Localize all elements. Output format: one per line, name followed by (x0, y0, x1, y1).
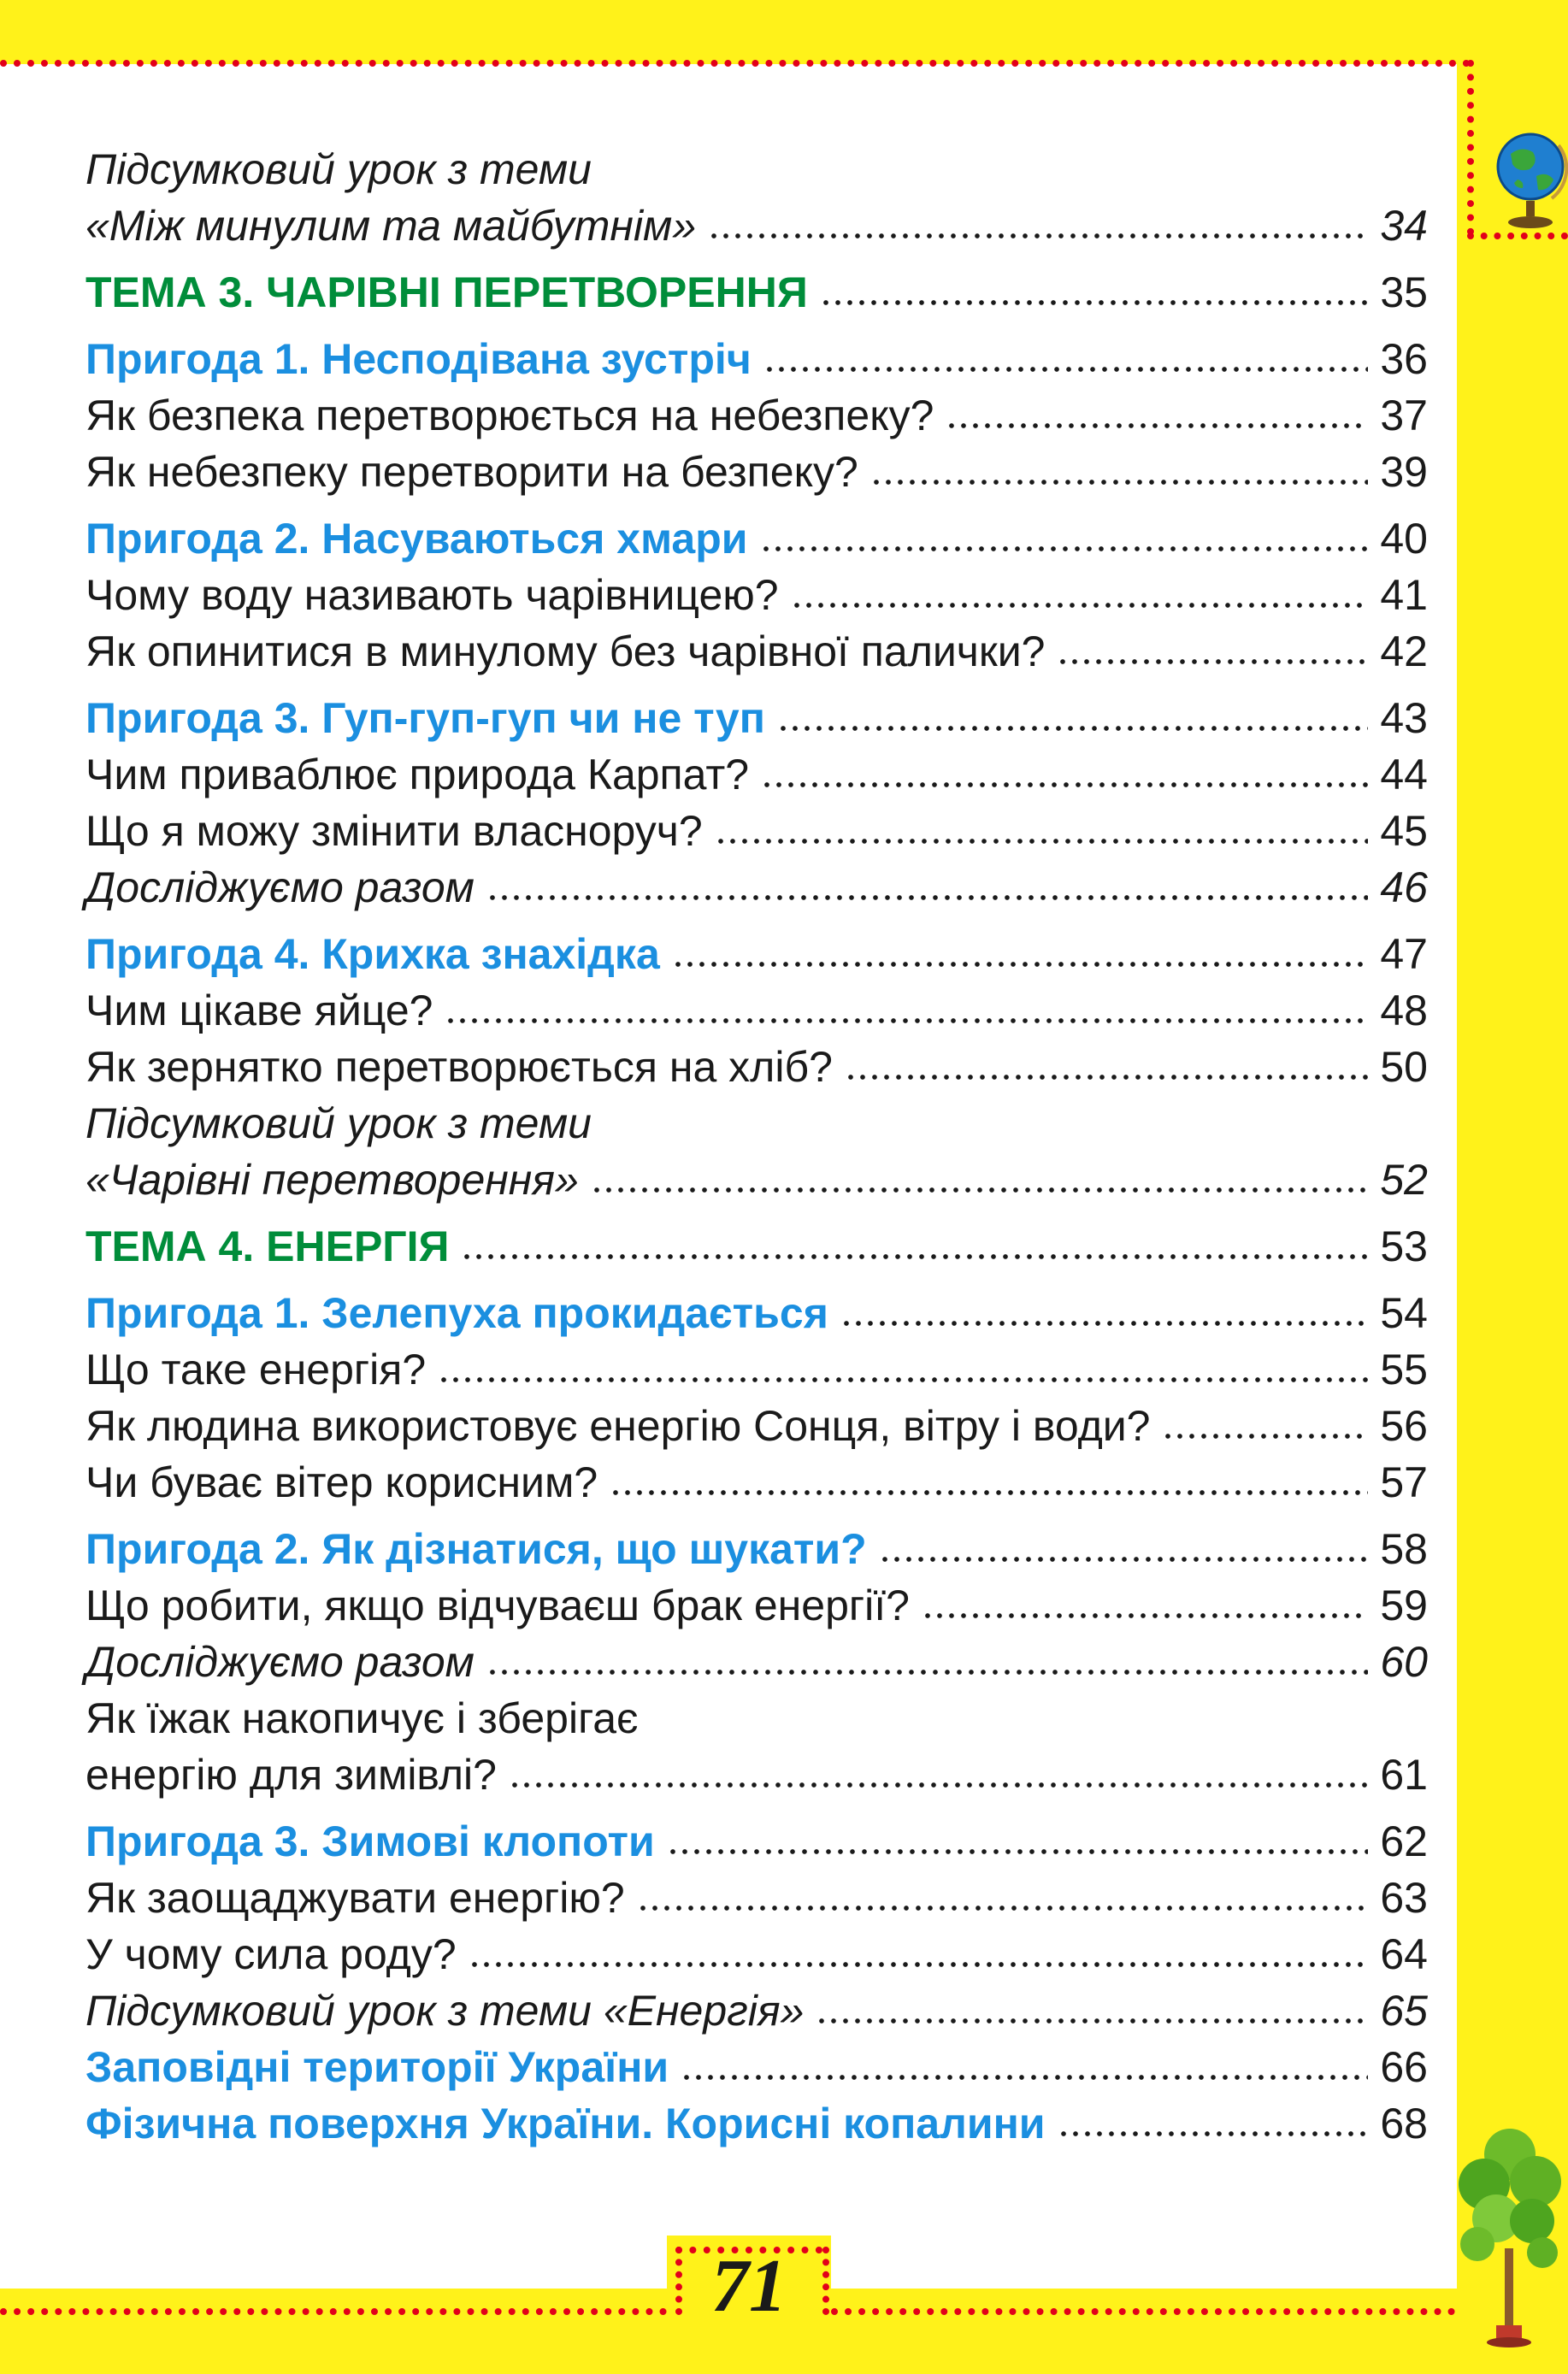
toc-page-number: 47 (1380, 930, 1428, 978)
table-of-contents (85, 141, 1428, 2152)
toc-entry[interactable] (85, 197, 1428, 254)
toc-page-number: 68 (1380, 2100, 1428, 2147)
page-tab-dotted-left (675, 2247, 682, 2315)
toc-page-number: 61 (1380, 1751, 1428, 1799)
toc-entry-title: Пригода 1. Зелепуха прокидається (85, 1289, 828, 1337)
toc-page-number: 45 (1380, 807, 1428, 855)
toc-page-number: 50 (1380, 1043, 1428, 1091)
right-dotted-border (1467, 60, 1474, 235)
toc-entry[interactable] (85, 1870, 1428, 1926)
toc-page-number: 63 (1380, 1874, 1428, 1922)
dot-leader (870, 476, 1368, 488)
toc-page-number: 59 (1380, 1582, 1428, 1629)
toc-entry-title: Що таке енергія? (85, 1346, 427, 1393)
dot-leader (637, 1902, 1368, 1914)
toc-page-number: 62 (1380, 1817, 1428, 1865)
tab-dotted-border (1467, 233, 1568, 239)
dot-leader (840, 1317, 1368, 1329)
toc-adventure-heading[interactable] (85, 926, 1428, 982)
dot-leader (791, 599, 1368, 611)
dot-leader (1162, 1430, 1368, 1442)
toc-entry[interactable] (85, 1039, 1428, 1095)
toc-entry[interactable] (85, 803, 1428, 859)
toc-entry-title: Пригода 1. Несподівана зустріч (85, 335, 752, 383)
toc-entry-title: Пригода 3. Гуп-гуп-гуп чи не туп (85, 694, 765, 742)
dot-leader (445, 1015, 1368, 1027)
toc-entry-title: Чому воду називають чарівницею? (85, 571, 779, 619)
dot-leader (760, 543, 1369, 555)
toc-entry-title: Як зернятко перетворюється на хліб? (85, 1043, 833, 1091)
dot-leader (845, 1071, 1368, 1083)
toc-page-number: 58 (1380, 1525, 1428, 1573)
toc-adventure-heading[interactable] (85, 510, 1428, 567)
toc-entry-title: Пригода 4. Крихка знахідка (85, 930, 660, 978)
bottom-right-dotted-border (831, 2308, 1455, 2315)
dot-leader (469, 1959, 1368, 1970)
toc-adventure-heading[interactable] (85, 331, 1428, 387)
dot-leader (820, 297, 1368, 309)
toc-entry-title: Заповідні території України (85, 2043, 669, 2091)
dot-leader (879, 1553, 1368, 1565)
toc-page-number: 37 (1380, 392, 1428, 439)
toc-page-number: 46 (1380, 863, 1428, 911)
dot-leader (715, 835, 1368, 847)
toc-entry[interactable] (85, 567, 1428, 623)
toc-entry-title: «Між минулим та майбутнім» (85, 202, 697, 250)
toc-entry[interactable] (85, 444, 1428, 500)
toc-entry[interactable] (85, 1982, 1428, 2039)
toc-entry[interactable] (85, 982, 1428, 1039)
toc-adventure-heading[interactable] (85, 1285, 1428, 1341)
toc-entry-title: Досліджуємо разом (85, 1638, 475, 1686)
toc-adventure-heading[interactable] (85, 1521, 1428, 1577)
toc-entry-title: Пригода 2. Насуваються хмари (85, 515, 748, 563)
toc-entry-title: Пригода 2. Як дізнатися, що шукати? (85, 1525, 867, 1573)
toc-page-number: 57 (1380, 1458, 1428, 1506)
toc-entry[interactable] (85, 1926, 1428, 1982)
tree-icon (1453, 2120, 1568, 2351)
dot-leader (509, 1779, 1368, 1791)
top-frame (0, 0, 1568, 64)
toc-page-number: 56 (1380, 1402, 1428, 1450)
toc-page-number: 41 (1380, 571, 1428, 619)
top-dotted-border (0, 60, 1471, 67)
toc-entry-title: Що я можу змінити власноруч? (85, 807, 703, 855)
dot-leader (461, 1251, 1368, 1263)
toc-theme-heading[interactable] (85, 264, 1428, 321)
dot-leader (1058, 2128, 1368, 2140)
dot-leader (816, 2015, 1368, 2027)
toc-page-number: 36 (1380, 335, 1428, 383)
toc-page-number: 34 (1380, 202, 1428, 250)
bottom-left-dotted-border (0, 2308, 667, 2315)
toc-entry-title: Як безпека перетворюється на небезпеку? (85, 392, 934, 439)
toc-entry-title: ТЕМА 3. ЧАРІВНІ ПЕРЕТВОРЕННЯ (85, 268, 808, 316)
dot-leader (486, 892, 1368, 904)
toc-page-number: 54 (1380, 1289, 1428, 1337)
toc-page-number: 64 (1380, 1930, 1428, 1978)
toc-entry[interactable] (85, 1398, 1428, 1454)
dot-leader (486, 1666, 1368, 1678)
toc-page-number: 60 (1380, 1638, 1428, 1686)
toc-entry-title: Як небезпеку перетворити на безпеку? (85, 448, 858, 496)
toc-entry-title: Що робити, якщо відчуваєш брак енергії? (85, 1582, 910, 1629)
toc-appendix-heading[interactable] (85, 2095, 1428, 2152)
toc-entry[interactable] (85, 1577, 1428, 1634)
toc-entry-title: Як людина використовує енергію Сонця, вітру і води? (85, 1402, 1151, 1450)
dot-leader (667, 1846, 1368, 1858)
toc-entry[interactable] (85, 1341, 1428, 1398)
toc-entry-title: енергію для зимівлі? (85, 1751, 497, 1799)
dot-leader (591, 1184, 1368, 1196)
toc-entry (85, 141, 1428, 197)
toc-entry[interactable] (85, 746, 1428, 803)
toc-page-number: 55 (1380, 1346, 1428, 1393)
toc-page-number: 43 (1380, 694, 1428, 742)
toc-entry-title: ТЕМА 4. ЕНЕРГІЯ (85, 1222, 450, 1270)
toc-entry-title: Чим цікаве яйце? (85, 987, 433, 1034)
toc-entry (85, 1690, 1428, 1747)
toc-entry-title: У чому сила роду? (85, 1930, 457, 1978)
toc-entry-title: Підсумковий урок з теми «Енергія» (85, 1987, 805, 2035)
toc-entry-title: Чим приваблює природа Карпат? (85, 751, 750, 798)
page-tab-dotted-right (822, 2247, 829, 2315)
toc-entry[interactable] (85, 1454, 1428, 1511)
toc-entry-title: Чи буває вітер корисним? (85, 1458, 598, 1506)
toc-page-number: 40 (1380, 515, 1428, 563)
toc-adventure-heading[interactable] (85, 690, 1428, 746)
toc-entry-title: Як заощаджувати енергію? (85, 1874, 625, 1922)
toc-page-number: 52 (1380, 1156, 1428, 1204)
dot-leader (763, 363, 1368, 375)
toc-entry-title: Як їжак накопичує і зберігає (85, 1694, 639, 1742)
toc-entry[interactable] (85, 1634, 1428, 1690)
toc-page-number: 65 (1380, 1987, 1428, 2035)
toc-theme-heading[interactable] (85, 1218, 1428, 1275)
toc-entry-title: Пригода 3. Зимові клопоти (85, 1817, 655, 1865)
toc-entry-title: Як опинитися в минулому без чарівної палички? (85, 627, 1046, 675)
toc-page-number: 35 (1380, 268, 1428, 316)
toc-entry[interactable] (85, 859, 1428, 916)
toc-page-number: 44 (1380, 751, 1428, 798)
dot-leader (610, 1487, 1368, 1499)
toc-entry[interactable] (85, 623, 1428, 680)
toc-entry-title: Фізична поверхня України. Корисні копалини (85, 2100, 1046, 2147)
toc-adventure-heading[interactable] (85, 1813, 1428, 1870)
toc-page-number: 53 (1380, 1222, 1428, 1270)
dot-leader (708, 230, 1368, 242)
toc-entry-title: Підсумковий урок з теми (85, 145, 592, 193)
toc-entry[interactable] (85, 387, 1428, 444)
toc-entry-title: Підсумковий урок з теми (85, 1099, 592, 1147)
dot-leader (681, 2071, 1368, 2083)
toc-entry-title: Досліджуємо разом (85, 863, 475, 911)
page-number: 71 (711, 2245, 787, 2328)
toc-entry (85, 1095, 1428, 1152)
dot-leader (672, 958, 1368, 970)
globe-icon (1492, 120, 1568, 231)
toc-entry[interactable] (85, 1747, 1428, 1803)
toc-appendix-heading[interactable] (85, 2039, 1428, 2095)
toc-entry[interactable] (85, 1152, 1428, 1208)
toc-page-number: 42 (1380, 627, 1428, 675)
right-frame (1457, 0, 1568, 2374)
dot-leader (1057, 656, 1368, 668)
toc-page-number: 48 (1380, 987, 1428, 1034)
dot-leader (777, 722, 1368, 734)
dot-leader (922, 1610, 1368, 1622)
toc-page-number: 39 (1380, 448, 1428, 496)
dot-leader (946, 420, 1368, 432)
toc-page-number: 66 (1380, 2043, 1428, 2091)
dot-leader (438, 1374, 1368, 1386)
dot-leader (761, 779, 1368, 791)
toc-entry-title: «Чарівні перетворення» (85, 1156, 579, 1204)
